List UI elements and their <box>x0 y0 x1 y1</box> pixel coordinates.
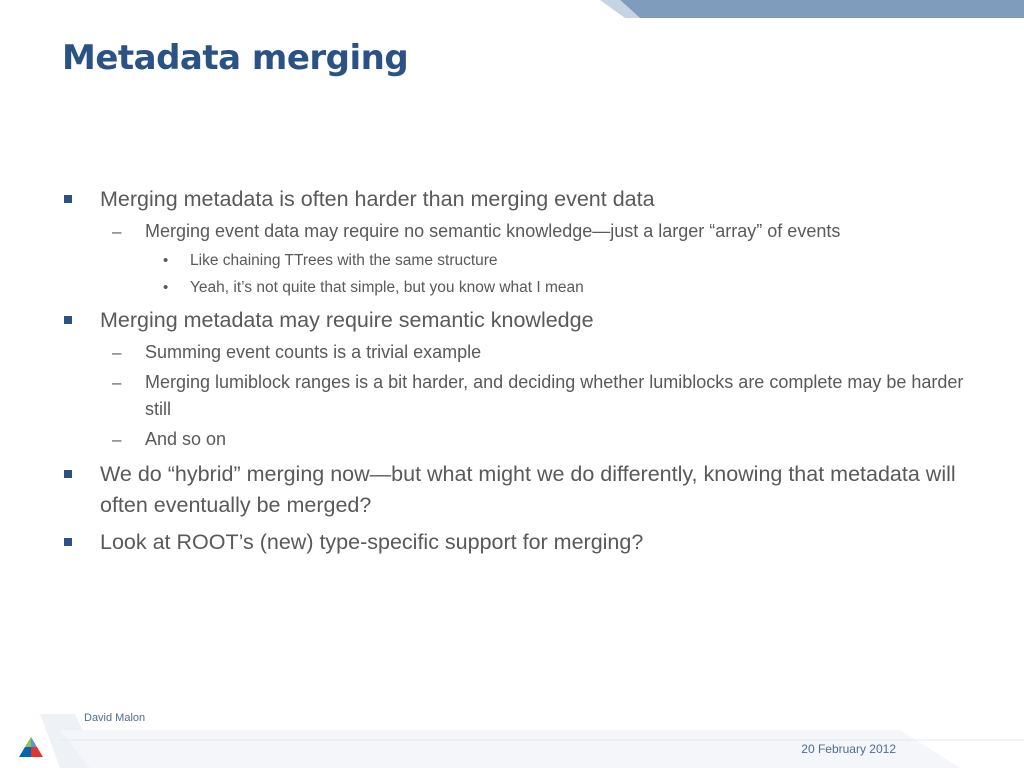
bullet-text: And so on <box>145 429 227 449</box>
square-bullet-icon <box>64 538 72 546</box>
bullet-text: Merging event data may require no semantic knowledge—just a larger “array” of events <box>145 221 841 241</box>
bullet-level2 <box>60 426 980 453</box>
bullet-text: Look at ROOT’s (new) type-specific support for merging? <box>100 530 644 554</box>
bullet-level1 <box>60 459 980 521</box>
bullet-text: Merging metadata is often harder than merging event data <box>100 187 655 211</box>
bullet-level1 <box>60 305 980 336</box>
bullet-level1 <box>60 184 980 215</box>
square-bullet-icon <box>64 195 72 203</box>
argonne-logo-icon <box>18 736 44 763</box>
dash-bullet-icon: – <box>112 343 122 362</box>
square-bullet-icon <box>64 470 72 478</box>
bullet-level1 <box>60 527 980 558</box>
bullet-list <box>60 184 980 558</box>
dash-bullet-icon: – <box>112 373 122 392</box>
bullet-text: Summing event counts is a trivial example <box>145 342 482 362</box>
dash-bullet-icon: – <box>112 430 122 449</box>
footer-date: 20 February 2012 <box>801 742 896 756</box>
bullet-text: Merging metadata may require semantic knowledge <box>100 308 594 332</box>
slide-title: Metadata merging <box>62 38 409 78</box>
bullet-level3 <box>60 250 980 272</box>
bullet-text: Yeah, it’s not quite that simple, but you know what I mean <box>190 279 584 296</box>
footer-author: David Malon <box>84 712 146 724</box>
dot-bullet-icon: • <box>163 252 169 269</box>
bullet-text: We do “hybrid” merging now—but what might we do differently, knowing that metadata will often eventually be merged? <box>100 462 956 517</box>
bullet-level2 <box>60 218 980 245</box>
bullet-level2 <box>60 339 980 366</box>
footer-decoration <box>0 700 1024 768</box>
dot-bullet-icon: • <box>163 279 169 296</box>
dash-bullet-icon: – <box>112 222 122 241</box>
bullet-text: Merging lumiblock ranges is a bit harder, and deciding whether lumiblocks are complete may be harder still <box>145 372 964 419</box>
bullet-text: Like chaining TTrees with the same structure <box>190 252 498 269</box>
header-accent-band <box>0 0 1024 18</box>
bullet-level2 <box>60 369 980 423</box>
square-bullet-icon <box>64 316 72 324</box>
bullet-level3 <box>60 277 980 299</box>
